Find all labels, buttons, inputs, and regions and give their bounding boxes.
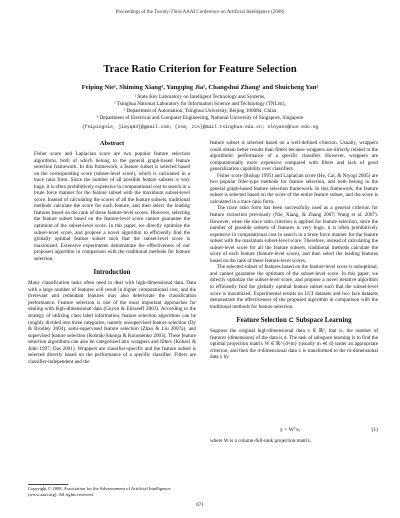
page-number: 671: [196, 503, 204, 508]
introduction-text: Many classification tasks often need to deal with high-dimensional data. Data with a large number of features will result in higher computational cost, and the irrelevant and redundant features may also deteriorate the classification performance. Feature selection is one of the most important approaches for dealing with high-dimensional data (Guyon & Elisseeff 2003). According to the strategy of utilizing class label information, feature selection algorithms can be roughly divided into three categories, namely unsupervised feature selection (Dy & Brodley 2004), semi-supervised feature selection (Zhao & Liu 2007a), and supervised feature selection (Robnik-Sikonja & Kononenko 2003). These feature selection algorithms can also be categorized into wrappers and filters (Kohavi & John 1997; Das 2001). Wrappers are classifier-specific and the feature subset is selected directly based on the performance of a specific classifier. Filters are classifier-independent and the: [28, 280, 196, 365]
body-paragraph: The trace ratio form has been successfully used as a general criterion for feature extraction previously (Nie, Xiang, & Zhang 2007; Wang et al. 2007). However, when the trace ratio criterion is applied for feature selection, since the number of possible subsets of features is very huge, it is often prohibitively expensive in computational cost to search in a brute force manner for the feature subset with the maximum subset-level score. Therefore, instead of calculating the subset-level score for all the feature subsets, traditional methods calculate the score of each feature (feature-level score), and then select the leading features based on the rank of these feature-level scores.: [210, 205, 378, 264]
body-paragraph: The selected subset of features based on the feature-level score is suboptimal, and cannot guarantee the optimum of the subset-level score. In this paper, we directly optimize the subset-level score, and propose a novel iterative algorithm to efficiently find the globally optimal feature subset such that the subset-level score is maximized. Experimental results on UCI datasets and two face datasets demonstrate the effectiveness of the proposed algorithm in comparison with the traditional methods for feature selection.: [210, 264, 378, 310]
section-heading: Feature Selection ⊂ Subspace Learning: [236, 317, 352, 325]
affiliation-line: ¹ Tsinghua National Laboratory for Information Science and Technology (TNList),: [114, 101, 286, 107]
abstract-heading: Abstract: [99, 140, 125, 147]
author-list: Feiping Nie¹, Shiming Xiang¹, Yangqing Jia¹, Changshui Zhang¹ and Shuicheng Yan²: [81, 84, 319, 91]
affiliation-line: ¹ Department of Automation, Tsinghua University, Beijing 100084, China: [123, 108, 277, 114]
introduction-heading: Introduction: [93, 269, 131, 277]
copyright-footnote: Copyright © 2008, Association for the Advancement of Artificial Intelligence (www.aaai.org). All rights reserved.: [28, 486, 171, 497]
footnote-rule: [28, 484, 68, 485]
body-paragraph: Suppose the original high-dimensional data x ∈ ℝᵈ, that is, the number of features (dimensions) of the data is d. The task of subspace learning is to find the optimal projection matrix W ∈ ℝ^{d×m} (usually m ≪ d) under an appropriate criterion, and then the d-dimensional data x is transformed to the m-dimensional data y by: [210, 328, 378, 361]
body-paragraph: feature subset is selected based on a well-defined criterion. Usually, wrappers could obtain better results than filters because wrappers are directly related to the algorithmic performance of a specific classifier. However, wrappers are computationally more expensive compared with filters and lack of good generalization capability over classifiers.: [210, 140, 378, 173]
abstract-text: Fisher score and Laplacian score are two popular feature selection algorithms, both of which belong to the general graph-based feature selection framework. In this framework, a feature subset is selected based on the corresponding score (subset-level score), which is calculated in a trace ratio form. Since the number of all possible feature subsets is very huge, it is often prohibitively expensive in computational cost to search in a brute force manner for the feature subset with the maximum subset-level score. Instead of calculating the scores of all the feature subsets, traditional methods calculate the score for each feature, and then select the leading features based on the rank of these feature-level scores. However, selecting the feature subset based on the feature-level score cannot guarantee the optimum of the subset-level score. In this paper, we directly optimize the subset-level score, and propose a novel algorithm to efficiently find the globally optimal feature subset such that the subset-level score is maximized. Extensive experiments demonstrate the effectiveness of our proposed algorithm in comparison with the traditional methods for feature selection.: [34, 151, 190, 262]
affiliation-line: ¹ State Key Laboratory on Intelligent Technology and Systems,: [134, 94, 266, 100]
paper-title: Trace Ratio Criterion for Feature Selection: [103, 64, 297, 75]
right-column: [210, 140, 378, 361]
affiliation-line: ² Department of Electrical and Computer Engineering, National University of Singapore, Singapore: [96, 115, 304, 121]
left-column: [28, 140, 196, 365]
running-head: Proceedings of the Twenty-Third AAAI Conference on Artificial Intelligence (2008): [115, 10, 285, 15]
body-paragraph: where W is a column-full-rank projection matrix.: [210, 438, 312, 444]
author-emails: {feipingnie, jiayq84}@gmail.com; {xsm, zcs}@mail.tsinghua.edu.cn; eleyans@nus.edu.sg: [81, 125, 319, 130]
body-paragraph: Fisher score (Bishop 1995) and Laplacian score (He, Cai, & Niyogi 2005) are two popular filter-type methods for feature selection, and both belong to the general graph-based feature selection framework. In this framework, the feature subset is selected based on the score of the entire feature subset, and the score is calculated in a trace ratio form.: [210, 172, 378, 205]
equation-body: y = Wᵀx,: [280, 427, 301, 433]
equation-number: (1): [371, 427, 378, 433]
